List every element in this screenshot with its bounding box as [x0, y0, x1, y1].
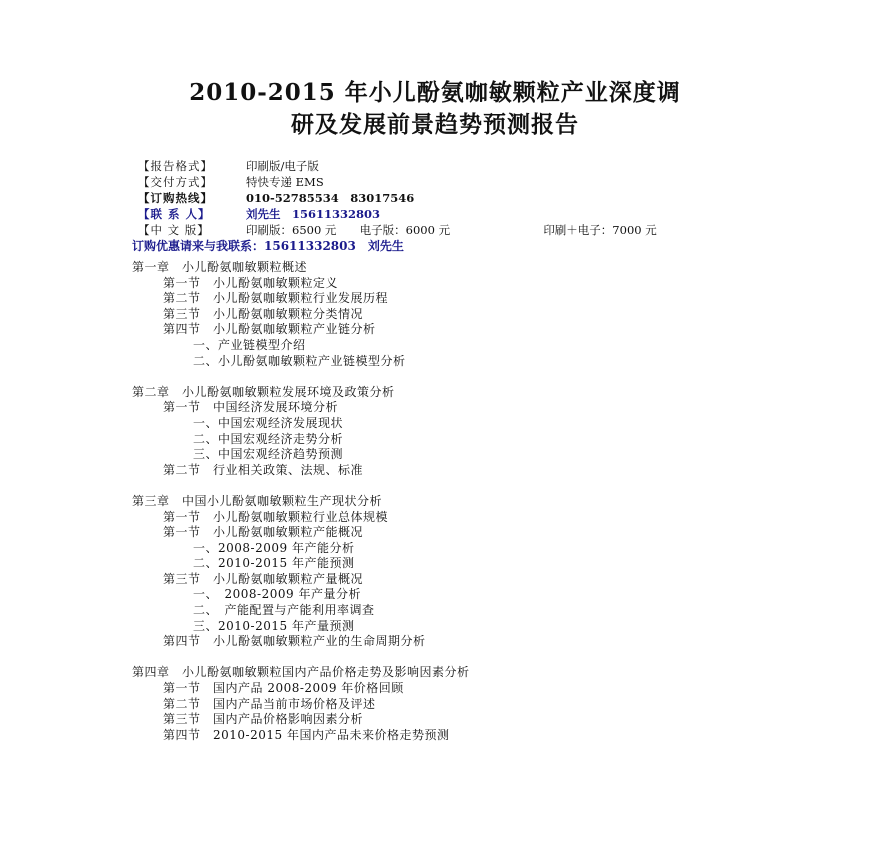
price-label: 【中 文 版】 — [138, 223, 210, 237]
toc-section: 第一节 中国经济发展环境分析 — [163, 400, 339, 415]
info-label: 【订购热线】 — [138, 191, 213, 205]
info-row-hotline — [138, 190, 838, 206]
info-row-format — [138, 158, 838, 174]
promo-contact-line: 订购优惠请来与我联系：15611332803 刘先生 — [132, 239, 404, 253]
info-label: 【报告格式】 — [138, 159, 213, 173]
toc-sub: 三、中国宏观经济趋势预测 — [193, 447, 344, 462]
toc-sub: 三、2010-2015 年产量预测 — [193, 618, 355, 633]
toc-section: 第四节 小儿酚氨咖敏颗粒产业的生命周期分析 — [163, 634, 426, 649]
info-row-price — [138, 222, 838, 238]
toc-sub: 一、中国宏观经济发展现状 — [193, 415, 344, 430]
info-row-contact — [138, 206, 838, 222]
info-value: 特快专递 EMS — [246, 175, 324, 189]
price-print: 印刷版：6500 元 — [246, 223, 337, 237]
toc-section: 第二节 国内产品当前市场价格及评述 — [163, 696, 376, 711]
price-electronic: 电子版：6000 元 — [359, 223, 451, 237]
toc-section: 第三节 小儿酚氨咖敏颗粒产量概况 — [163, 571, 364, 586]
toc-sub: 一、产业链模型介绍 — [193, 337, 306, 352]
toc-section: 第一节 小儿酚氨咖敏颗粒定义 — [163, 275, 339, 290]
toc-section: 第二节 小儿酚氨咖敏颗粒行业发展历程 — [163, 291, 389, 306]
table-of-contents — [132, 260, 832, 743]
price-values — [246, 222, 657, 238]
toc-section: 第一节 国内产品 2008-2009 年价格回顾 — [163, 681, 404, 696]
info-row-delivery — [138, 174, 838, 190]
toc-chapter: 第二章 小儿酚氨咖敏颗粒发展环境及政策分析 — [132, 384, 395, 399]
info-value: 印刷版/电子版 — [246, 159, 319, 173]
toc-chapter: 第四章 小儿酚氨咖敏颗粒国内产品价格走势及影响因素分析 — [132, 665, 470, 680]
toc-spacer — [132, 650, 832, 666]
report-title-line-2: 研及发展前景趋势预测报告 — [291, 111, 579, 138]
price-both: 印刷＋电子：7000 元 — [543, 223, 657, 237]
toc-sub: 二、 产能配置与产能利用率调查 — [193, 603, 375, 618]
report-title-line-1: 2010-2015 年小儿酚氨咖敏颗粒产业深度调 — [189, 79, 681, 106]
toc-sub: 二、2010-2015 年产能预测 — [193, 556, 355, 571]
toc-section: 第一节 小儿酚氨咖敏颗粒产能概况 — [163, 525, 364, 540]
toc-spacer — [132, 369, 832, 385]
order-info-block — [138, 158, 838, 238]
toc-sub: 二、中国宏观经济走势分析 — [193, 431, 344, 446]
info-value: 刘先生 15611332803 — [246, 207, 381, 221]
toc-spacer — [132, 478, 832, 494]
toc-chapter: 第一章 小儿酚氨咖敏颗粒概述 — [132, 260, 308, 274]
toc-sub: 一、 2008-2009 年产量分析 — [193, 587, 361, 602]
toc-section: 第二节 行业相关政策、法规、标准 — [163, 462, 364, 477]
toc-chapter: 第三章 中国小儿酚氨咖敏颗粒生产现状分析 — [132, 493, 383, 508]
toc-section: 第三节 小儿酚氨咖敏颗粒分类情况 — [163, 306, 364, 321]
toc-sub: 二、小儿酚氨咖敏颗粒产业链模型分析 — [193, 353, 406, 368]
info-label: 【交付方式】 — [138, 175, 213, 189]
info-label: 【联 系 人】 — [138, 207, 211, 221]
toc-sub: 一、2008-2009 年产能分析 — [193, 540, 355, 555]
toc-section: 第一节 小儿酚氨咖敏颗粒行业总体规模 — [163, 509, 389, 524]
toc-section: 第四节 2010-2015 年国内产品未来价格走势预测 — [163, 727, 450, 742]
toc-section: 第四节 小儿酚氨咖敏颗粒产业链分析 — [163, 322, 376, 337]
toc-section: 第三节 国内产品价格影响因素分析 — [163, 712, 364, 727]
info-value: 010-52785534 83017546 — [246, 191, 415, 205]
